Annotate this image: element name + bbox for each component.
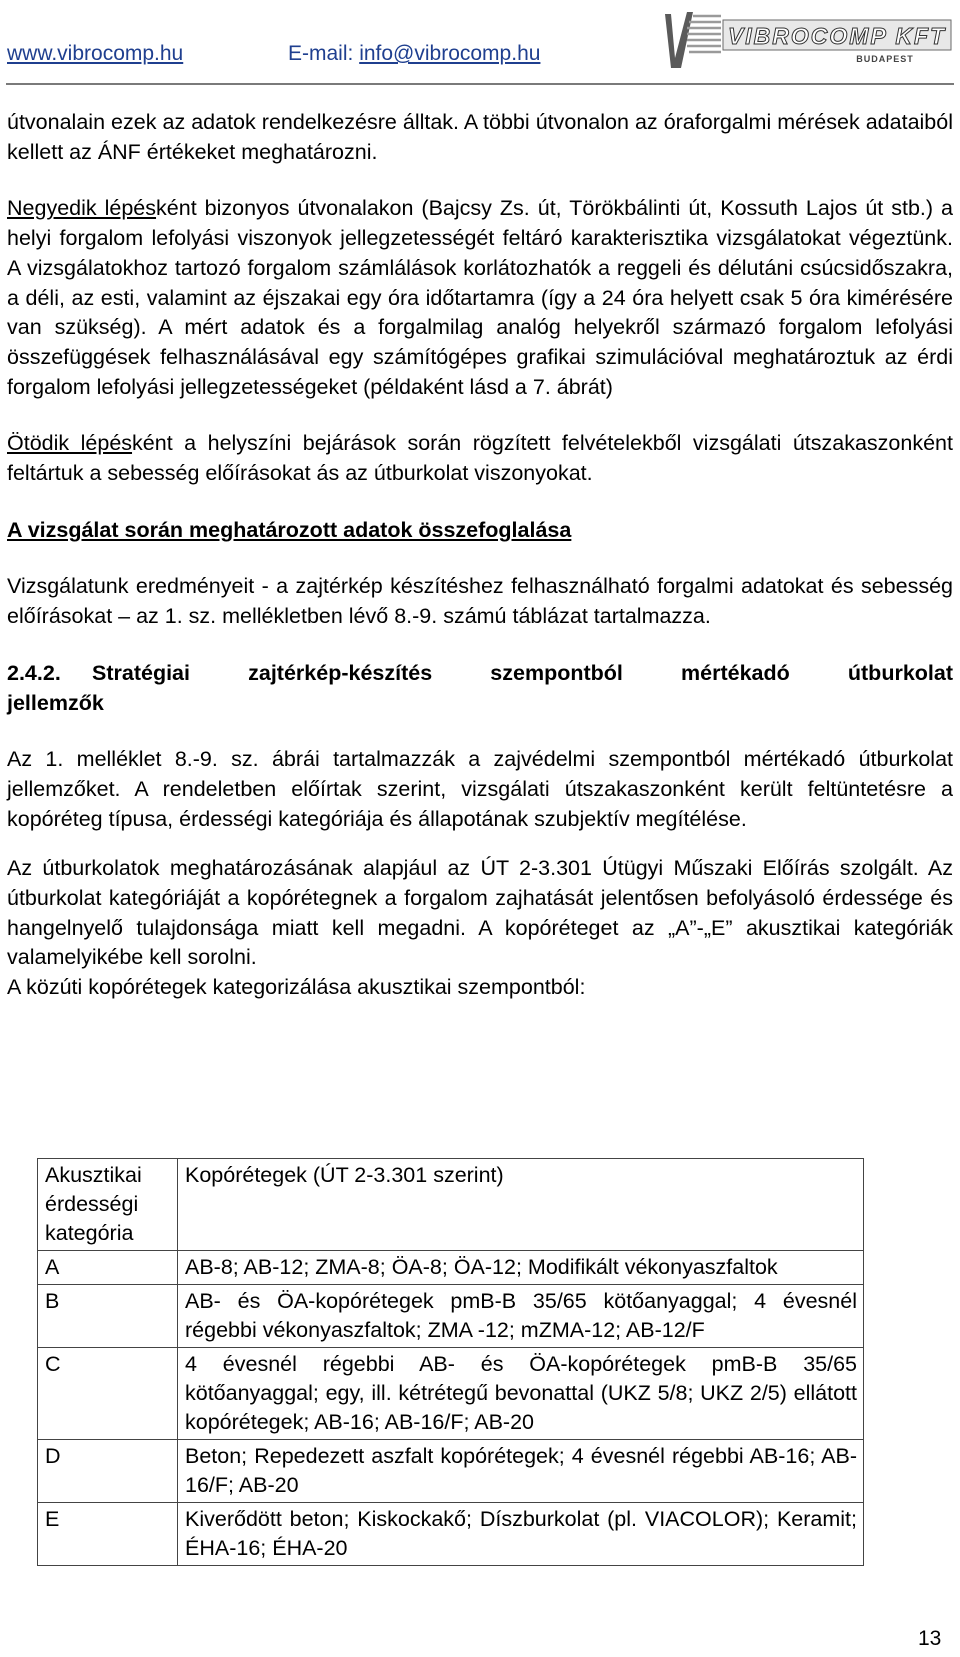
table-cell: A xyxy=(38,1251,178,1285)
document-body xyxy=(7,108,953,1003)
paragraph-6: Az útburkolatok meghatározásának alapjául az ÚT 2-3.301 Útügyi Műszaki Előírás szolgált. Az útburkolat kategóriáját a kopórétegnek a forgalom zajhatását jelentősen befolyásoló érdessége és hangelnyelő tulajdonsága miatt kell megadni. A kopóréteget az „A”-„E” akusztikai kategóriák valamelyikébe kell sorolni. xyxy=(7,856,953,970)
table-cell: 4 évesnél régebbi AB- és ÖA-kopórétegek pmB-B 35/65 kötőanyaggal; egy, ill. kétrétegű bevonattal (UKZ 5/8; UKZ 2/5) ellátott kopórétegek; AB-16; AB-16/F; AB-20 xyxy=(178,1348,864,1440)
table-header-row xyxy=(38,1159,864,1251)
step-four-label: Negyedik lépés xyxy=(7,196,157,221)
table-row xyxy=(38,1285,864,1348)
table-cell: AB-8; AB-12; ZMA-8; ÖA-8; ÖA-12; Modifikált vékonyaszfaltok xyxy=(178,1251,864,1285)
subheading-line-1: Stratégiai zajtérkép-készítés szempontból mértékadó útburkolat xyxy=(92,660,953,685)
paragraph-5: Az 1. melléklet 8.-9. sz. ábrái tartalmazzák a zajvédelmi szempontból mértékadó útburkolat jellemzőket. A rendeletben előírtak szerint, vizsgálati útszakaszonként került feltüntetésre a kopóréteg típusa, érdességi kategóriája és állapotának szubjektív megítélése. xyxy=(7,747,953,831)
vibrocomp-logo xyxy=(663,6,953,74)
paragraph-4: Vizsgálatunk eredményeit - a zajtérkép készítéshez felhasználható forgalmi adatokat és sebesség előírásokat – az 1. sz. mellékletben lévő 8.-9. számú táblázat tartalmazza. xyxy=(7,574,953,629)
acoustic-category-table xyxy=(37,1158,864,1566)
email-block xyxy=(288,42,540,66)
table-row xyxy=(38,1348,864,1440)
subheading-number: 2.4.2. xyxy=(7,660,61,685)
paragraph-7: A közúti kopórétegek kategorizálása akusztikai szempontból: xyxy=(7,975,586,1000)
paragraph-1: útvonalain ezek az adatok rendelkezésre álltak. A többi útvonalon az óraforgalmi mérések adataiból kellett az ÁNF értékeket meghatározni. xyxy=(7,110,953,164)
table-cell: Kiverődött beton; Kiskockakő; Díszburkolat (pl. VIACOLOR); Keramit; ÉHA-16; ÉHA-20 xyxy=(178,1503,864,1566)
table-row xyxy=(38,1251,864,1285)
paragraph-2 xyxy=(7,194,953,402)
table-cell: B xyxy=(38,1285,178,1348)
table-cell: D xyxy=(38,1440,178,1503)
section-title: A vizsgálat során meghatározott adatok összefoglalása xyxy=(7,517,572,542)
subheading xyxy=(7,659,953,689)
email-label: E-mail: xyxy=(288,42,354,65)
table-cell: AB- és ÖA-kopórétegek pmB-B 35/65 kötőanyaggal; 4 évesnél régebbi vékonyaszfaltok; ZMA -12; mZMA-12; AB-12/F xyxy=(178,1285,864,1348)
paragraph-2-text: ként bizonyos útvonalakon (Bajcsy Zs. út, Törökbálinti út, Kossuth Lajos út stb.) a helyi forgalom lefolyási viszonyok jellegzetességét feltáró karakterisztika vizsgálatokat végeztünk. A vizsgálatokhoz tartozó forgalom számlálások korlátozhatók a reggeli és délutáni csúcsidőszakra, a déli, az esti, valamint az éjszakai egy óra időtartamra (így a 24 óra helyett csak 5 óra kimérésére van szükség). A mért adatok és a forgalmilag analóg helyekről származó forgalom lefolyási összefüggések felhasználásával egy számítógépes grafikai szimulációval meghatároztuk az érdi forgalom lefolyási jellegzetességeket (példaként lásd a 7. ábrát) xyxy=(7,196,953,399)
page-header xyxy=(0,0,960,88)
logo-text: VIBROCOMP KFT xyxy=(727,23,947,49)
header-divider xyxy=(6,83,954,85)
email-link[interactable]: info@vibrocomp.hu xyxy=(359,42,541,65)
page-number: 13 xyxy=(918,1627,942,1650)
step-five-label: Ötödik lépés xyxy=(7,431,133,456)
table-header-cell: Kopórétegek (ÚT 2-3.301 szerint) xyxy=(178,1159,864,1251)
table-header-cell: Akusztikai érdességi kategória xyxy=(38,1159,178,1251)
table-cell: Beton; Repedezett aszfalt kopórétegek; 4 évesnél régebbi AB-16; AB-16/F; AB-20 xyxy=(178,1440,864,1503)
website-link[interactable]: www.vibrocomp.hu xyxy=(7,42,184,65)
table-cell: C xyxy=(38,1348,178,1440)
paragraph-3-text: ként a helyszíni bejárások során rögzített felvételekből vizsgálati útszakaszonként feltártuk a sebesség előírásokat ás az útburkolat viszonyokat. xyxy=(7,431,953,486)
subheading-line-2: jellemzők xyxy=(7,690,104,715)
paragraph-3 xyxy=(7,429,953,488)
logo-subtext: BUDAPEST xyxy=(856,54,914,64)
table-row xyxy=(38,1440,864,1503)
table-row xyxy=(38,1503,864,1566)
table-cell: E xyxy=(38,1503,178,1566)
